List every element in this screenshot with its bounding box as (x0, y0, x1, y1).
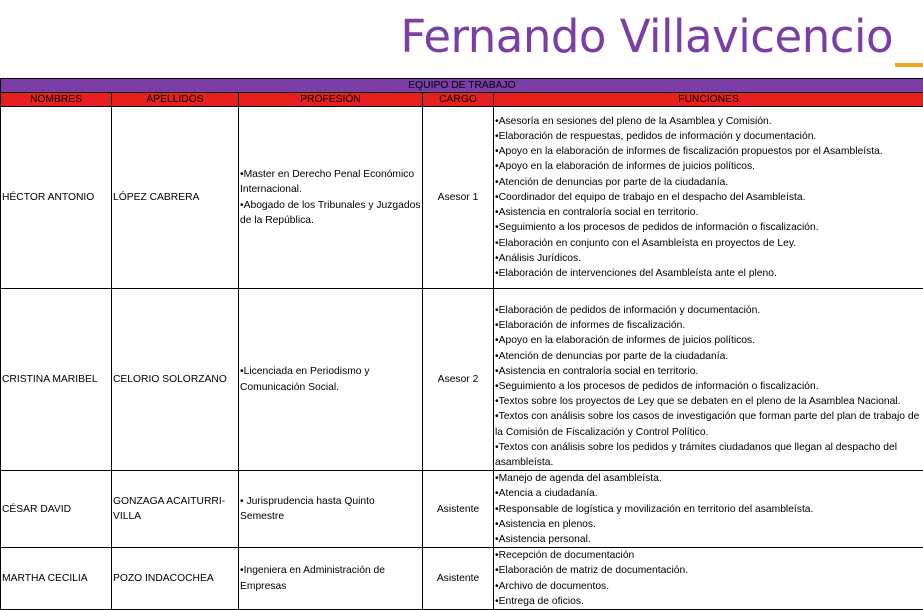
cell-cargo: Asistente (423, 548, 494, 610)
funcion-item: •Asistencia en plenos. (495, 518, 596, 530)
funcion-item: •Archivo de documentos. (495, 580, 610, 592)
table-row (1, 471, 923, 548)
cell-cargo: Asistente (423, 471, 494, 548)
brand-header (0, 0, 923, 78)
table-header-row (1, 93, 923, 107)
funcion-item: •Elaboración de informes de fiscalización. (495, 320, 686, 332)
header-profesion: PROFESIÓN (239, 93, 423, 107)
funcion-item: •Asistencia en contraloría social en territorio. (495, 365, 699, 377)
funcion-item: •Atención de denuncias por parte de la ciudadanía. (495, 176, 729, 188)
profesion-item: • Jurisprudencia hasta Quinto Semestre (240, 496, 375, 523)
funcion-item: •Textos con análisis sobre los casos de investigación que forman parte del plan de trabajo de la Comisión de Fiscalización y Control Político. (495, 411, 920, 438)
funcion-item: •Apoyo en la elaboración de informes de juicios políticos. (495, 335, 756, 347)
profesion-item: •Abogado de los Tribunales y Juzgados de la República. (240, 199, 421, 226)
funcion-item: •Apoyo en la elaboración de informes de juicios políticos. (495, 161, 756, 173)
table-title: EQUIPO DE TRABAJO (1, 79, 923, 93)
header-nombres: NOMBRES (1, 93, 112, 107)
funcion-item: •Asesoría en sesiones del pleno de la Asamblea y Comisión. (495, 115, 772, 127)
cell-cargo: Asesor 2 (423, 289, 494, 471)
cell-funciones (494, 548, 923, 610)
header-apellidos: APELLIDOS (112, 93, 239, 107)
profesion-item: •Ingeniera en Administración de Empresas (240, 565, 385, 592)
brand-underscore-mark (895, 63, 923, 67)
funcion-item: •Coordinador del equipo de trabajo en el despacho del Asambleísta. (495, 191, 806, 203)
header-cargo: CARGO (423, 93, 494, 107)
funcion-item: •Manejo de agenda del asambleísta. (495, 473, 662, 485)
brand-name: Fernando Villavicencio (400, 10, 893, 63)
cell-cargo: Asesor 1 (423, 107, 494, 289)
funcion-item: •Elaboración de intervenciones del Asambleísta ante el pleno. (495, 267, 777, 279)
funcion-item: •Asistencia en contraloría social en territorio. (495, 207, 699, 219)
funcion-item: •Recepción de documentación (495, 550, 635, 562)
funcion-item: •Responsable de logística y movilización en territorio del asambleísta. (495, 503, 814, 515)
team-table (0, 78, 923, 610)
funcion-item: •Entrega de oficios. (495, 595, 584, 607)
funcion-item: •Seguimiento a los procesos de pedidos de información o fiscalización. (495, 381, 819, 393)
cell-nombres: CRISTINA MARIBEL (1, 289, 112, 471)
funcion-item: •Asistencia personal. (495, 534, 591, 546)
profesion-item: •Licenciada en Periodismo y Comunicación Social. (240, 366, 370, 393)
table-row (1, 107, 923, 289)
funcion-item: •Elaboración de matriz de documentación. (495, 565, 689, 577)
funcion-item: •Seguimiento a los procesos de pedidos de información o fiscalización. (495, 222, 819, 234)
cell-nombres: CÉSAR DAVID (1, 471, 112, 548)
cell-nombres: MARTHA CECILIA (1, 548, 112, 610)
funcion-item: •Atención de denuncias por parte de la ciudadanía. (495, 350, 729, 362)
cell-funciones (494, 471, 923, 548)
funcion-item: •Textos con análisis sobre los pedidos y trámites ciudadanos que llegan al despacho del asambleísta. (495, 441, 897, 469)
cell-profesion (239, 548, 423, 610)
table-row (1, 548, 923, 610)
cell-apellidos: GONZAGA ACAITURRI-VILLA (112, 471, 239, 548)
funcion-item: •Elaboración de respuestas, pedidos de información y documentación. (495, 131, 817, 143)
funcion-item: •Apoyo en la elaboración de informes de fiscalización propuestos por el Asambleísta. (495, 146, 883, 158)
cell-apellidos: POZO INDACOCHEA (112, 548, 239, 610)
cell-nombres: HÉCTOR ANTONIO (1, 107, 112, 289)
cell-funciones (494, 289, 923, 471)
table-row (1, 289, 923, 471)
cell-funciones (494, 107, 923, 289)
cell-apellidos: CELORIO SOLORZANO (112, 289, 239, 471)
funcion-item: •Textos sobre los proyectos de Ley que se debaten en el pleno de la Asamblea Nacional. (495, 396, 901, 408)
cell-profesion (239, 107, 423, 289)
funcion-item: •Elaboración de pedidos de información y documentación. (495, 305, 761, 316)
funcion-item: •Elaboración en conjunto con el Asambleísta en proyectos de Ley. (495, 237, 797, 249)
profesion-item: •Master en Derecho Penal Económico Internacional. (240, 169, 415, 196)
cell-profesion (239, 471, 423, 548)
funcion-item: •Atencia a ciudadanía. (495, 488, 598, 500)
header-funciones: FUNCIONES (494, 93, 923, 107)
cell-apellidos: LÓPEZ CABRERA (112, 107, 239, 289)
funcion-item: •Análisis Jurídicos. (495, 252, 582, 264)
cell-profesion (239, 289, 423, 471)
table-title-row (1, 79, 923, 93)
